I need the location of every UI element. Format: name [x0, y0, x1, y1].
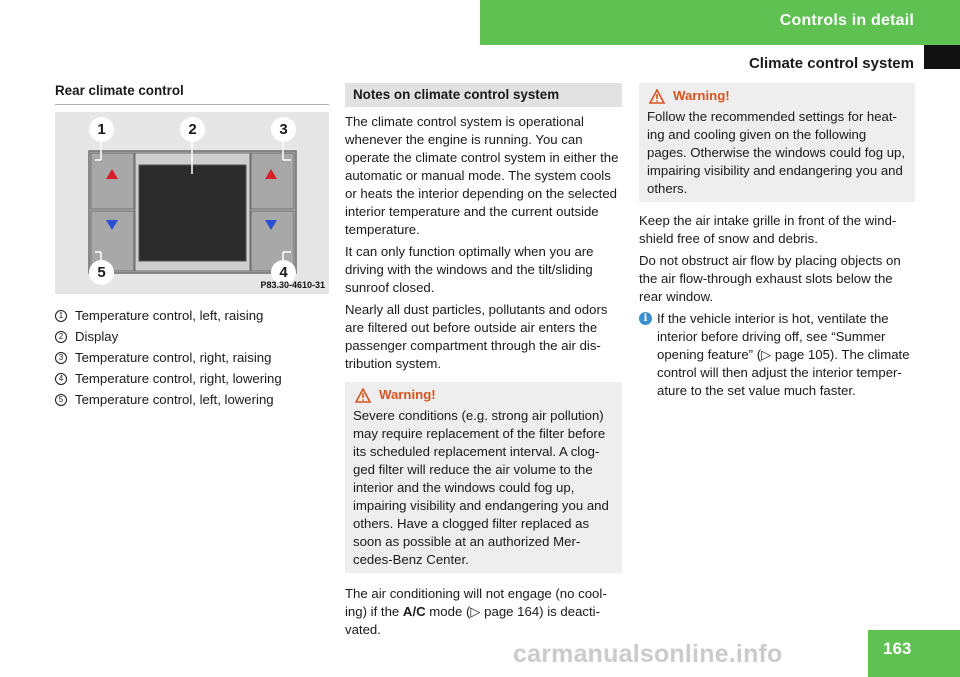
- legend-item: [55, 391, 329, 412]
- watermark: carmanualsonline.info: [513, 640, 783, 668]
- paragraph-intake-grille: Keep the air intake grille in front of the wind-shield free of snow and debris.: [639, 213, 897, 246]
- legend-number: 4: [55, 373, 67, 385]
- legend-number: 2: [55, 331, 67, 343]
- section-title: Controls in detail: [779, 12, 914, 29]
- middle-column: [345, 83, 622, 639]
- warning-triangle-icon: [355, 388, 371, 403]
- legend-text: Temperature control, left, lowering: [75, 392, 274, 407]
- callout-4: 4: [271, 260, 296, 285]
- callout-2: 2: [180, 117, 205, 142]
- figure-reference: P83.30-4610-31: [260, 280, 325, 290]
- right-raise-arrow-icon[interactable]: [265, 169, 277, 179]
- rear-climate-heading: Rear climate control: [55, 82, 329, 105]
- info-note-text: If the vehicle interior is hot, ventilate the interior before driving off, see “Summer opening feature” (▷ page 105). The climate control will then adjust the interior temper-ature to the set value much faster.: [657, 311, 910, 398]
- warning-triangle-icon: [649, 89, 665, 104]
- legend-item: [55, 307, 329, 328]
- legend-text: Temperature control, right, lowering: [75, 371, 282, 386]
- left-lower-arrow-icon[interactable]: [106, 220, 118, 230]
- callout-1: 1: [89, 117, 114, 142]
- legend-item: [55, 370, 329, 391]
- paragraph-operation: The climate control system is operational whenever the engine is running. You can operate the climate control system in either the automatic or manual mode. The system cools or heats the interior depending on the selected interior temperature and the current outside temperature.: [345, 114, 619, 237]
- callout-3: 3: [271, 117, 296, 142]
- legend-item: [55, 328, 329, 349]
- figure-legend: [55, 307, 329, 412]
- paragraph-ac: The air conditioning will not engage (no cool-ing) if the A/C mode (▷ page 164) is deacti-vated.: [345, 586, 607, 637]
- left-column: [55, 82, 329, 412]
- control-panel-figure: [55, 112, 329, 294]
- legend-item: [55, 349, 329, 370]
- legend-text: Temperature control, right, raising: [75, 350, 272, 365]
- paragraph-optimal: It can only function optimally when you are driving with the windows and the tilt/sliding sunroof closed.: [345, 244, 594, 295]
- warning-title: Warning!: [379, 387, 436, 402]
- right-lower-arrow-icon[interactable]: [265, 220, 277, 230]
- page-number-tab: [868, 630, 960, 677]
- page-number: 163: [883, 639, 912, 658]
- thumb-tab-marker: [924, 45, 960, 69]
- warning-text: Severe conditions (e.g. strong air pollution) may require replacement of the filter before its scheduled replacement interval. A clog-ged filter will reduce the air volume to the interior and the windows could fog up, impairing visibility and endangering you and others. Have a clogged filter replaced as soon as possible at an authorized Mer-cedes-Benz Center.: [353, 408, 609, 567]
- legend-number: 5: [55, 394, 67, 406]
- info-note: [639, 310, 915, 400]
- legend-text: Display: [75, 329, 119, 344]
- right-column: [639, 83, 915, 400]
- paragraph-exhaust-slots: Do not obstruct air flow by placing objects on the air flow-through exhaust slots below the rear window.: [639, 253, 901, 304]
- warning-text: Follow the recommended settings for heat-ing and cooling given on the following pages. Otherwise the windows could fog up, impairing visibility and endangering you and others.: [647, 109, 906, 196]
- callout-5: 5: [89, 260, 114, 285]
- fog-warning-box: [639, 83, 915, 202]
- filter-warning-box: [345, 382, 622, 573]
- legend-text: Temperature control, left, raising: [75, 308, 264, 323]
- legend-number: 1: [55, 310, 67, 322]
- warning-title: Warning!: [673, 88, 730, 103]
- legend-number: 3: [55, 352, 67, 364]
- subsection-title: Climate control system: [748, 55, 914, 72]
- left-raise-arrow-icon[interactable]: [106, 169, 118, 179]
- notes-heading: Notes on climate control system: [345, 83, 622, 107]
- paragraph-filter: Nearly all dust particles, pollutants and odors are filtered out before outside air enters the passenger compartment through the air dis-tribution system.: [345, 302, 608, 371]
- info-icon: i: [639, 312, 652, 325]
